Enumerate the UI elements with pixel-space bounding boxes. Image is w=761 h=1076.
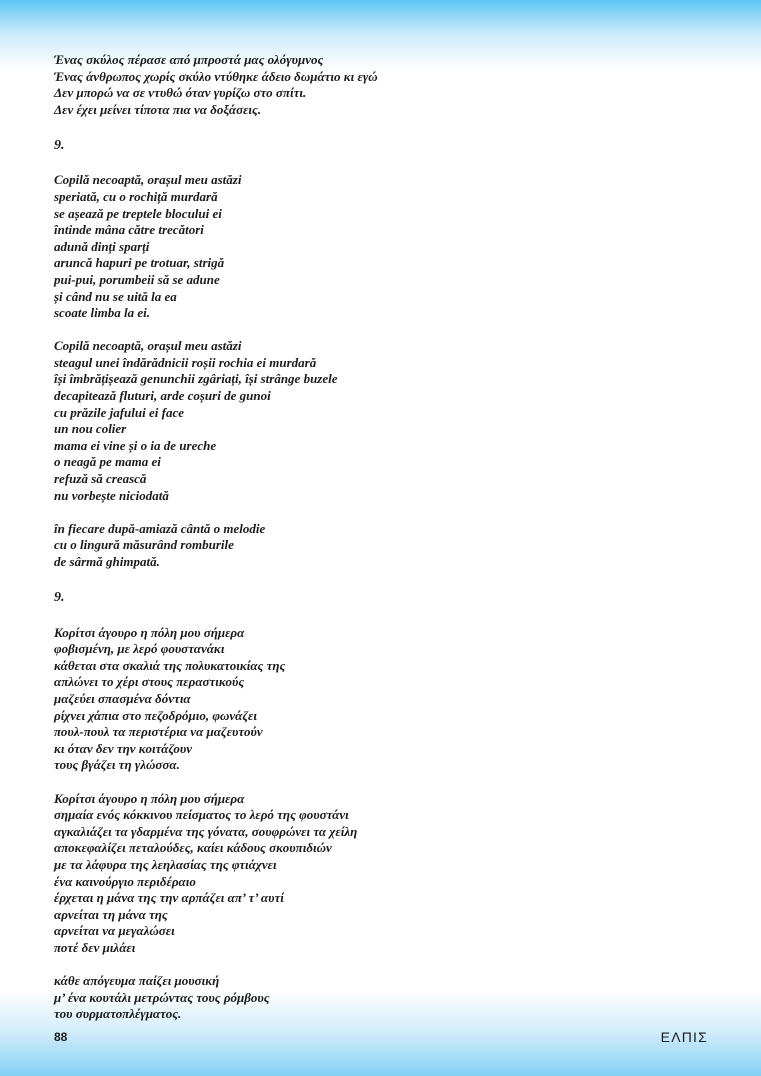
- stanza: [54, 172, 378, 321]
- poem-line: Κορίτσι άγουρο η πόλη μου σήμερα: [54, 790, 245, 806]
- poem-line: Κορίτσι άγουρο η πόλη μου σήμερα: [54, 624, 245, 640]
- poem-line: refuză să crească: [54, 471, 147, 487]
- poem-line: nu vorbește niciodată: [54, 487, 169, 503]
- stanza: [54, 973, 378, 1023]
- poem-line: scoate limba la ei.: [54, 305, 151, 321]
- poem-line: αρνείται να μεγαλώσει: [54, 923, 175, 939]
- poem-line: του συρματοπλέγματος.: [54, 1006, 182, 1022]
- poem-line: speriată, cu o rochiță murdară: [54, 188, 218, 204]
- poem-line: o neagă pe mama ei: [54, 454, 161, 470]
- poem-line: în fiecare după-amiază cântă o melodie: [54, 520, 266, 536]
- poem-line: φοβισμένη, με λερό φουστανάκι: [54, 641, 225, 657]
- section-number: 9.: [54, 590, 65, 605]
- poem-line: κι όταν δεν την κοιτάζουν: [54, 740, 193, 756]
- poem-line: mama ei vine și o ia de ureche: [54, 437, 217, 453]
- poem-line: σημαία ενός κόκκινου πείσματος το λερό της φουστάνι: [54, 807, 349, 823]
- poem-section: [54, 135, 378, 587]
- poem-line: Ένας σκύλος πέρασε από μπροστά μας ολόγυμνος: [54, 52, 324, 67]
- stanza: [54, 625, 378, 774]
- poem-line: întinde mâna către trecători: [54, 222, 204, 238]
- poem-line: se așează pe treptele blocului ei: [54, 205, 222, 221]
- poem-line: απλώνει το χέρι στους περαστικούς: [54, 674, 245, 690]
- poem-body: [54, 52, 378, 1039]
- poem-line: πουλ-πουλ τα περιστέρια να μαζευτούν: [54, 724, 263, 740]
- poem-line: αρνείται τη μάνα της: [54, 906, 168, 922]
- poem-line: έρχεται η μάνα της την αρπάζει απ’ τ’ αυτί: [54, 890, 284, 906]
- poem-line: Δεν μπορώ να σε ντυθώ όταν γυρίζω στο σπίτι.: [54, 85, 307, 101]
- poem-line: ρίχνει χάπια στο πεζοδρόμιο, φωνάζει: [54, 707, 257, 723]
- section-number: 9.: [54, 137, 65, 153]
- poem-line: pui-pui, porumbeii să se adune: [54, 271, 220, 287]
- poem-line: ένα καινούργιο περιδέραιο: [54, 873, 196, 889]
- poem-line: αγκαλιάζει τα γδαρμένα της γόνατα, σουφρώνει τα χείλη: [54, 823, 358, 839]
- stanza: [54, 52, 378, 118]
- stanza: [54, 521, 378, 571]
- poem-line: κάθεται στα σκαλιά της πολυκατοικίας της: [54, 657, 286, 673]
- poem-line: Copilă necoaptă, orașul meu astăzi: [54, 338, 242, 354]
- poem-line: cu prăzile jafului ei face: [54, 404, 184, 420]
- poem-line: Δεν έχει μείνει τίποτα πια να δοξάσεις.: [54, 101, 262, 117]
- poem-line: de sârmă ghimpată.: [54, 554, 160, 570]
- stanza: [54, 338, 378, 504]
- poem-line: κάθε απόγευμα παίζει μουσική: [54, 973, 220, 989]
- poem-line: Ένας άνθρωπος χωρίς σκύλο ντύθηκε άδειο δωμάτιο κι εγώ: [54, 68, 378, 84]
- poem-line: μαζεύει σπασμένα δόντια: [54, 690, 191, 706]
- poem-section: [54, 587, 378, 1039]
- poem-line: și când nu se uită la ea: [54, 288, 177, 304]
- poem-line: αποκεφαλίζει πεταλούδες, καίει κάδους σκουπιδιών: [54, 840, 332, 856]
- poem-line: își îmbrățișează genunchii zgâriați, își strânge buzele: [54, 371, 338, 387]
- poem-line: decapitează fluturi, arde coșuri de gunoi: [54, 388, 271, 404]
- poem-line: τους βγάζει τη γλώσσα.: [54, 757, 180, 773]
- page-number: 88: [54, 1030, 68, 1044]
- poem-line: un nou colier: [54, 421, 127, 437]
- poem-line: ποτέ δεν μιλάει: [54, 939, 136, 955]
- stanza: [54, 791, 378, 957]
- poem-line: cu o lingură măsurând romburile: [54, 537, 234, 553]
- poem-line: μ’ ένα κουτάλι μετρώντας τους ρόμβους: [54, 989, 270, 1005]
- poem-line: με τα λάφυρα της λεηλασίας της φτιάχνει: [54, 856, 277, 872]
- poem-line: adună dinți sparți: [54, 238, 150, 254]
- poem-line: aruncă hapuri pe trotuar, strigă: [54, 255, 225, 271]
- publication-name: ΕΛΠΙΣ: [660, 1029, 708, 1045]
- poem-line: Copilă necoaptă, orașul meu astăzi: [54, 172, 242, 188]
- poem-line: steagul unei îndărădnicii roșii rochia ei murdară: [54, 354, 317, 370]
